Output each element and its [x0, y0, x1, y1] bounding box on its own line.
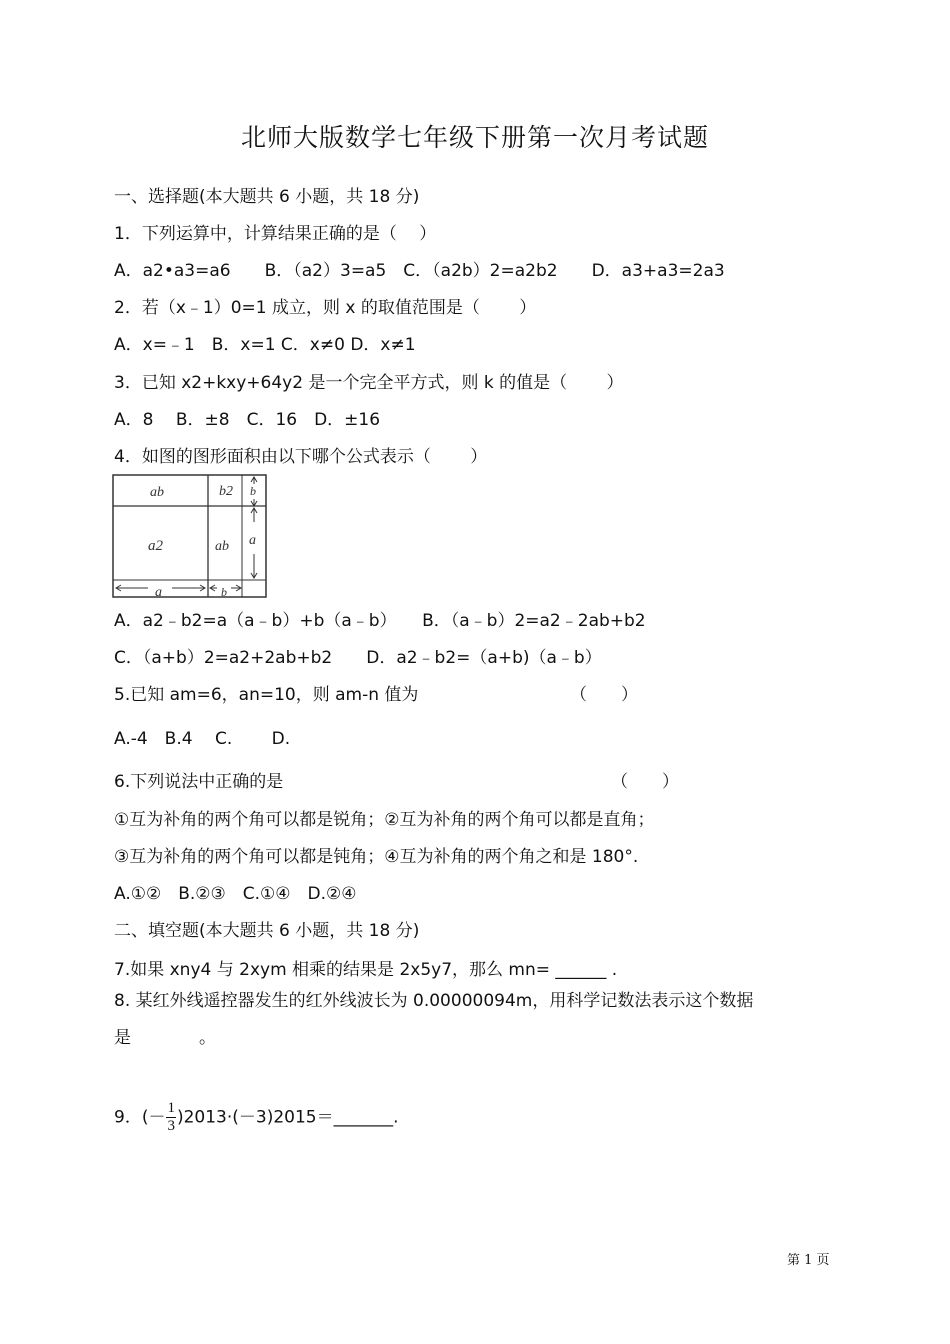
diagram-label-ab-right: ab [215, 539, 229, 554]
question-3-options: A．8 B．±8 C．16 D．±16 [114, 410, 381, 430]
question-8-line-2: 是 。 [114, 1028, 216, 1048]
question-1-stem: 1．下列运算中，计算结果正确的是（ ） [114, 224, 437, 244]
question-3-stem: 3．已知 x2+kxy+64y2 是一个完全平方式，则 k 的值是（ ） [114, 373, 624, 393]
question-2-options: A．x=﹣1 B．x=1 C．x≠0 D．x≠1 [114, 335, 416, 355]
page-number: 第 1 页 [787, 1253, 830, 1268]
fraction-one-third [166, 1100, 176, 1135]
question-9 [114, 1100, 399, 1135]
fraction-denominator: 3 [167, 1118, 175, 1134]
question-5-options: A.-4 B.4 C. D. [114, 729, 291, 749]
question-4-stem: 4．如图的图形面积由以下哪个公式表示（ ） [114, 447, 488, 467]
question-4-options-ab: A．a2﹣b2=a（a﹣b）+b（a﹣b） B．（a﹣b）2=a2﹣2ab+b2 [114, 611, 646, 631]
question-6-statement-1: ①互为补角的两个角可以都是锐角；②互为补角的两个角可以都是直角； [114, 810, 655, 830]
question-5-answer-paren: （ ） [570, 685, 638, 705]
diagram-label-a-side: a [249, 533, 256, 548]
diagram-label-b2: b2 [219, 484, 233, 499]
diagram-label-a-bottom: a [155, 585, 162, 600]
question-1-options: A．a2•a3=a6 B．（a2）3=a5 C．（a2b）2=a2b2 D．a3+a3=2a3 [114, 261, 725, 281]
question-8-line-1: 8. 某红外线遥控器发生的红外线波长为 0.00000094m，用科学记数法表示这个数据 [114, 991, 754, 1011]
question-9-suffix: )2013·(－3)2015＝_______. [176, 1107, 399, 1128]
fraction-numerator: 1 [167, 1100, 175, 1116]
question-2-stem: 2．若（x﹣1）0=1 成立，则 x 的取值范围是（ ） [114, 298, 537, 318]
diagram-label-a2: a2 [148, 538, 163, 554]
question-4-options-cd: C．（a+b）2=a2+2ab+b2 D．a2﹣b2=（a+b)（a﹣b） [114, 648, 602, 668]
question-5-stem: 5.已知 am=6，an=10，则 am-n 值为 [114, 685, 419, 705]
section-heading-choice: 一、选择题(本大题共 6 小题，共 18 分) [114, 187, 420, 207]
diagram-label-b-side: b [250, 484, 256, 498]
question-9-prefix: 9．(－ [114, 1107, 166, 1128]
diagram-label-ab-top: ab [150, 485, 164, 500]
area-diagram [112, 474, 268, 600]
diagram-label-b-bottom: b [221, 585, 227, 599]
question-7: 7.如果 xny4 与 2xym 相乘的结果是 2x5y7，那么 mn= ______ . [114, 960, 618, 980]
question-6-answer-paren: （ ） [611, 772, 679, 792]
page-title: 北师大版数学七年级下册第一次月考试题 [240, 123, 709, 152]
question-6-statement-2: ③互为补角的两个角可以都是钝角；④互为补角的两个角之和是 180°. [114, 847, 639, 867]
section-heading-fill: 二、填空题(本大题共 6 小题，共 18 分) [114, 921, 420, 941]
question-6-options: A.①② B.②③ C.①④ D.②④ [114, 884, 357, 904]
question-6-stem: 6.下列说法中正确的是 [114, 772, 284, 792]
